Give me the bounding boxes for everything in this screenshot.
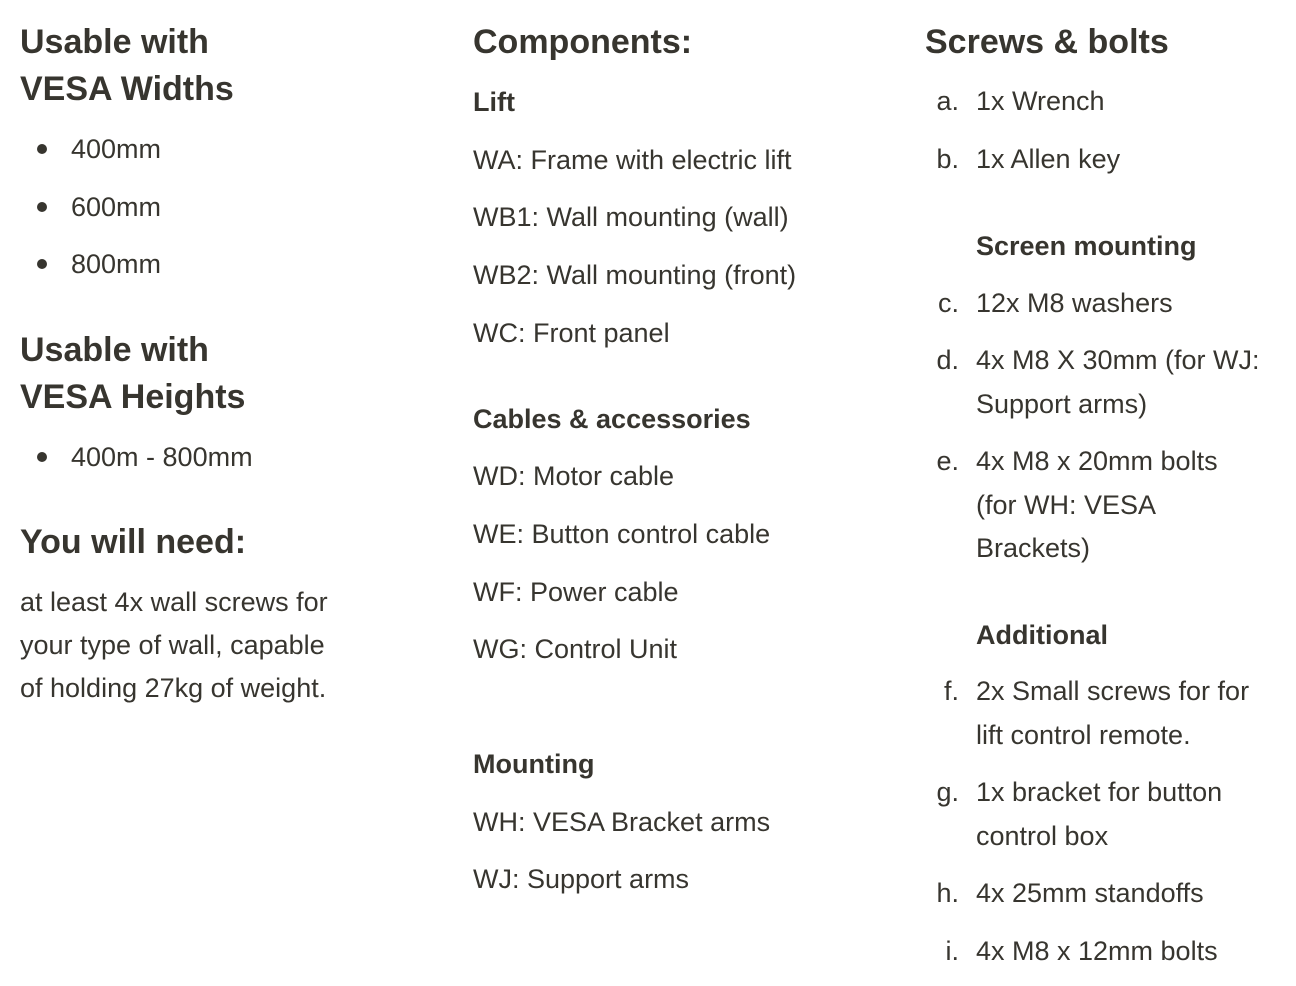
heights-heading-line2: VESA Heights <box>20 378 246 416</box>
list-marker: a. <box>936 86 959 116</box>
component-item: WG: Control Unit <box>473 634 678 664</box>
list-marker: d. <box>936 345 959 375</box>
need-heading: You will need: <box>20 523 247 561</box>
list-text: 1x Allen key <box>976 144 1121 174</box>
list-text-line: 4x M8 X 30mm (for WJ: <box>976 345 1260 375</box>
list-text: 4x M8 x 12mm bolts <box>976 936 1218 966</box>
list-text-line: (for WH: VESA <box>976 489 1157 520</box>
list-text-line: lift control remote. <box>976 719 1191 750</box>
height-value: 400m - 800mm <box>71 442 253 472</box>
bullet-icon <box>37 144 47 154</box>
screws-heading: Screws & bolts <box>925 23 1169 61</box>
mounting-heading: Mounting <box>473 749 595 779</box>
component-item: WF: Power cable <box>473 577 679 607</box>
need-text-line2: your type of wall, capable <box>20 630 325 660</box>
lift-heading: Lift <box>473 87 515 117</box>
components-heading: Components: <box>473 23 693 61</box>
component-item: WA: Frame with electric lift <box>473 145 792 175</box>
list-marker: h. <box>936 878 959 908</box>
width-value: 800mm <box>71 249 162 279</box>
list-text-line: 1x bracket for button <box>976 777 1223 807</box>
width-value: 400mm <box>71 134 162 164</box>
list-marker: f. <box>943 676 959 706</box>
list-marker: c. <box>937 288 959 318</box>
list-marker: b. <box>936 144 959 174</box>
list-text: 12x M8 washers <box>976 288 1173 318</box>
list-text-line: 4x M8 x 20mm bolts <box>976 446 1218 476</box>
bullet-icon <box>37 452 47 462</box>
list-marker: g. <box>936 777 959 807</box>
bullet-icon <box>37 202 47 212</box>
component-item: WH: VESA Bracket arms <box>473 807 771 837</box>
component-item: WB1: Wall mounting (wall) <box>473 202 789 232</box>
width-value: 600mm <box>71 192 162 222</box>
component-item: WD: Motor cable <box>473 461 675 491</box>
component-item: WJ: Support arms <box>473 864 690 894</box>
widths-heading-line2: VESA Widths <box>20 70 234 108</box>
cables-heading: Cables & accessories <box>473 404 751 434</box>
list-marker: e. <box>936 446 959 476</box>
component-item: WC: Front panel <box>473 318 670 348</box>
list-text: 4x 25mm standoffs <box>976 878 1204 908</box>
screen-mounting-heading: Screen mounting <box>976 231 1197 261</box>
list-text-line: 2x Small screws for for <box>976 676 1250 706</box>
list-text <box>976 670 1296 757</box>
additional-heading: Additional <box>976 620 1108 650</box>
list-text-line: control box <box>976 820 1109 851</box>
need-text-line3: of holding 27kg of weight. <box>20 673 327 703</box>
heights-heading-line1: Usable with <box>20 331 209 369</box>
component-item: WE: Button control cable <box>473 519 771 549</box>
widths-heading <box>20 19 234 113</box>
widths-heading-line1: Usable with <box>20 23 209 61</box>
component-item: WB2: Wall mounting (front) <box>473 260 797 290</box>
list-text: 1x Wrench <box>976 86 1105 116</box>
need-text-line1: at least 4x wall screws for <box>20 587 328 617</box>
need-text <box>20 581 380 710</box>
list-text-line: Brackets) <box>976 533 1091 563</box>
list-text <box>976 440 1296 571</box>
list-text <box>976 771 1296 858</box>
list-text-line: Support arms) <box>976 388 1148 419</box>
heights-heading <box>20 327 245 421</box>
list-marker: i. <box>945 936 959 966</box>
list-text <box>976 339 1296 426</box>
bullet-icon <box>37 259 47 269</box>
